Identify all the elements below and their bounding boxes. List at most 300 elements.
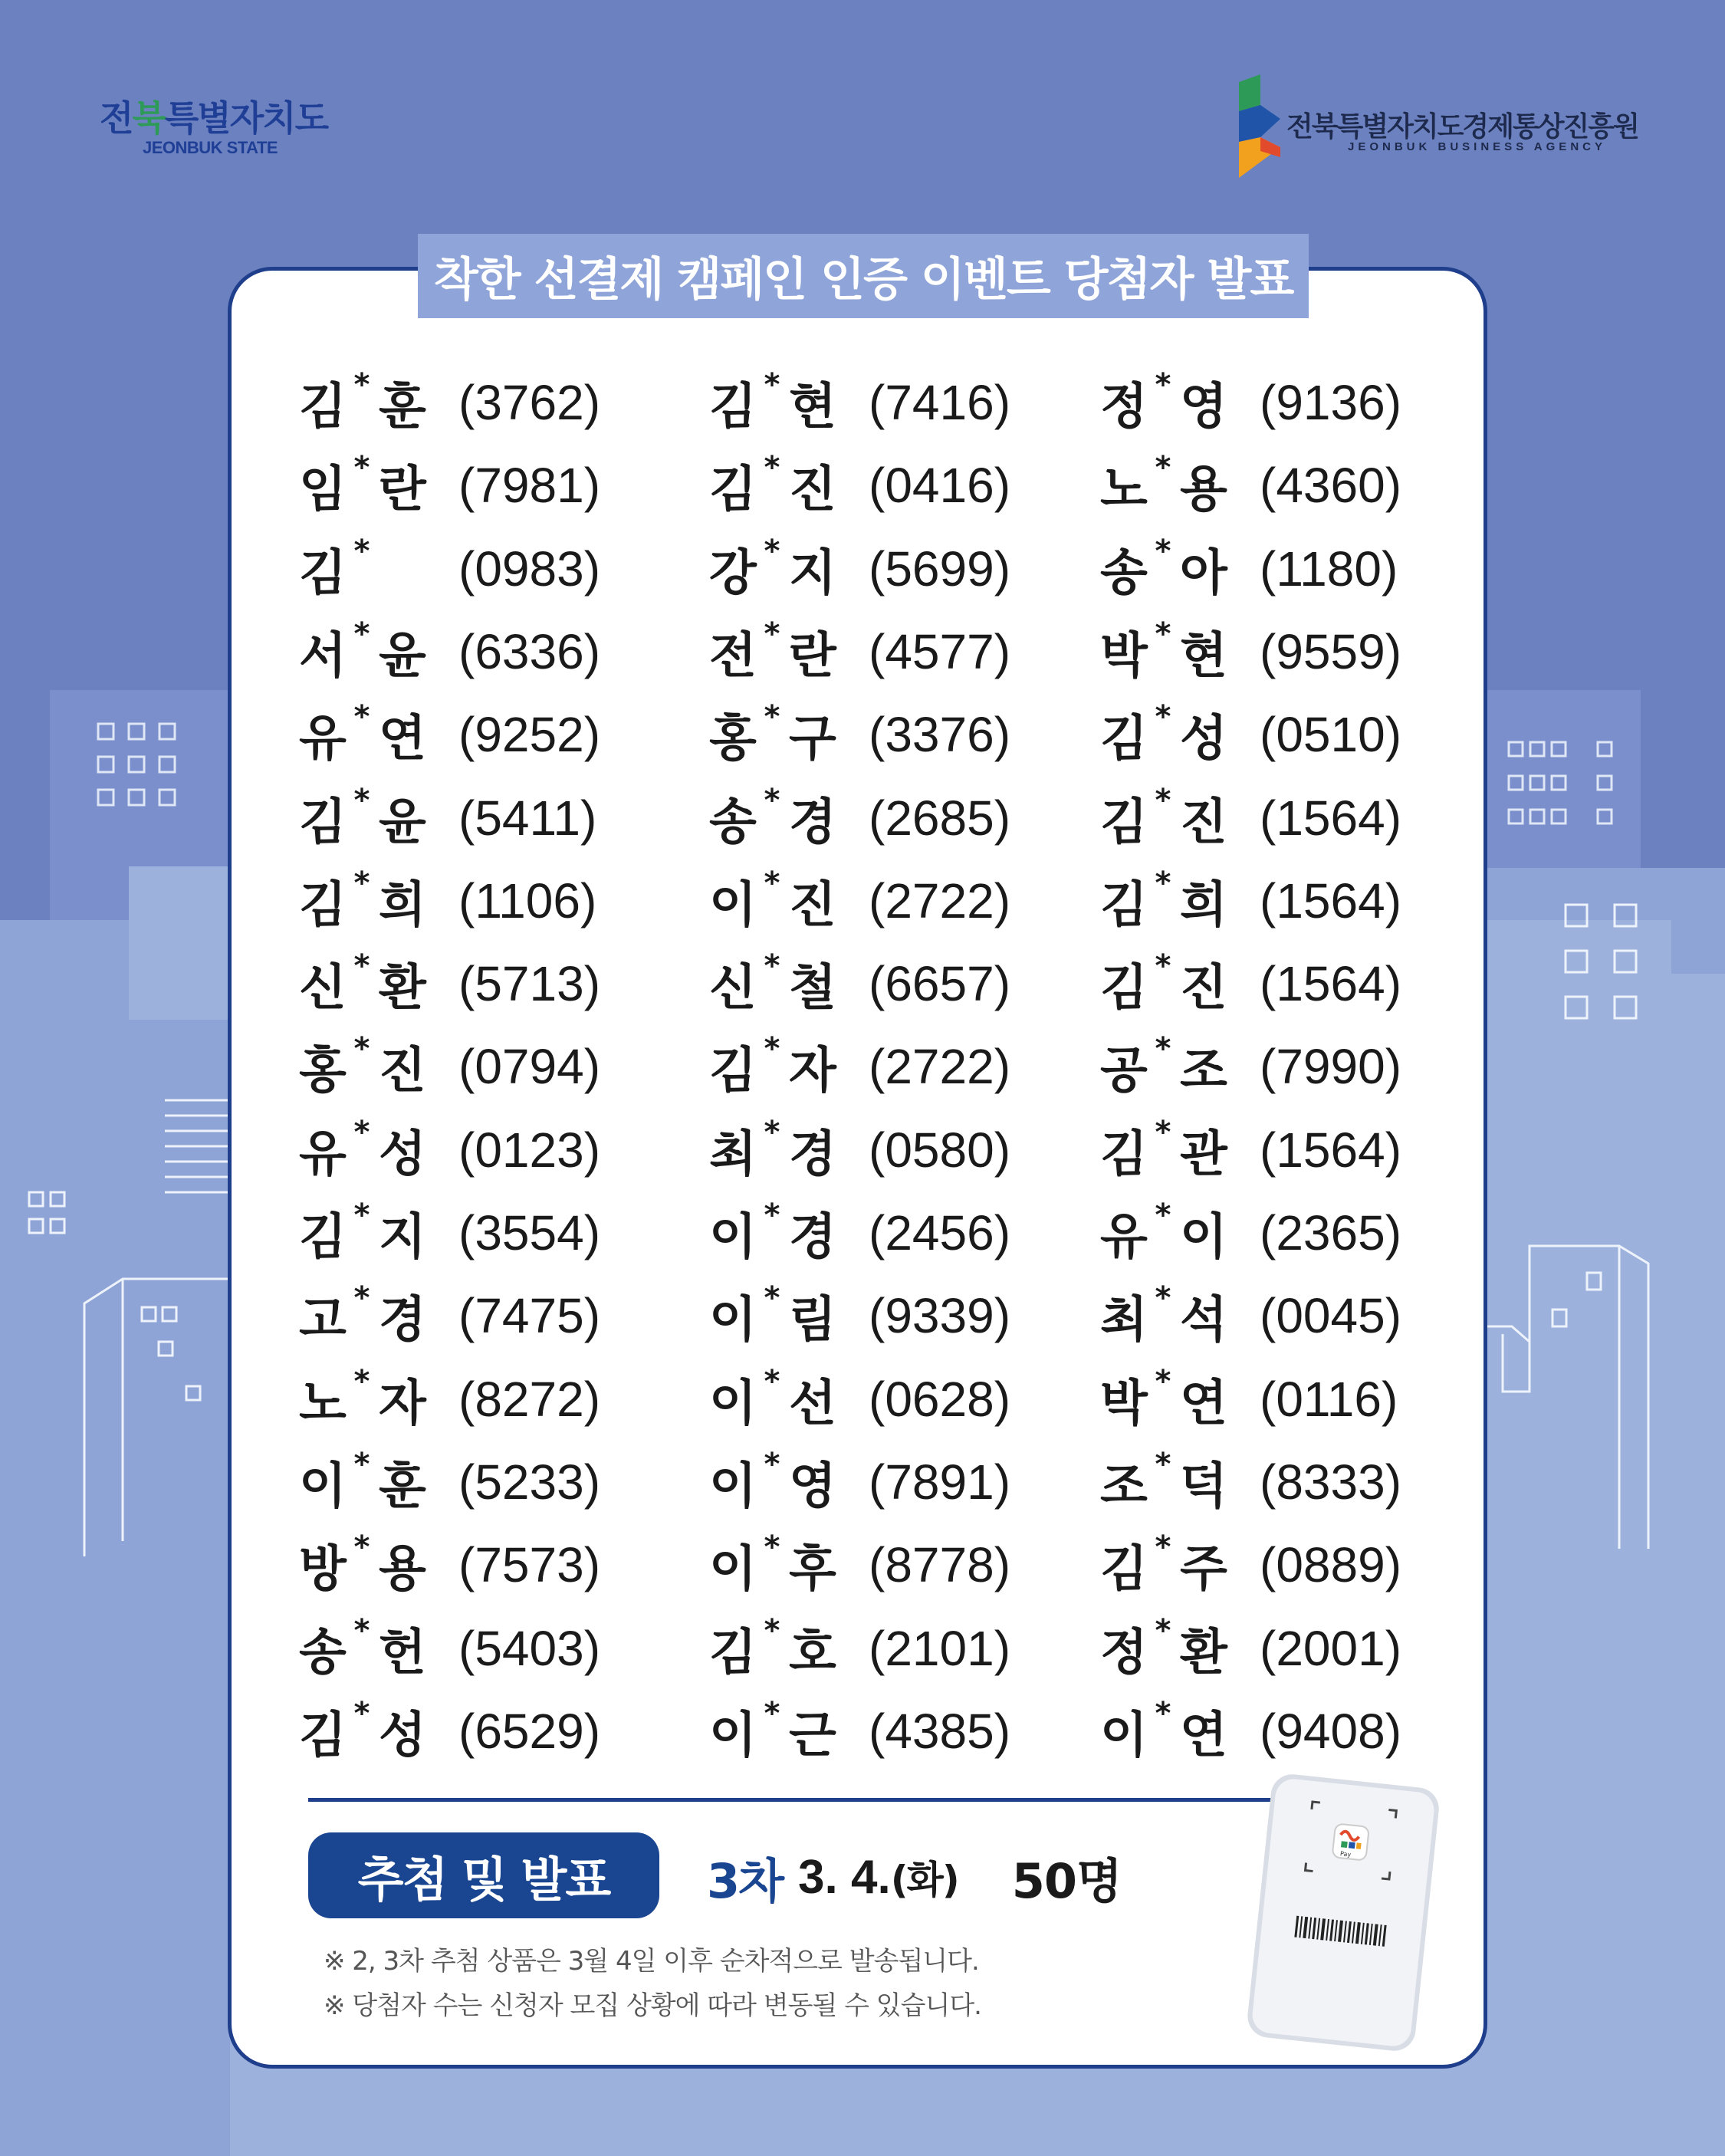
winner-name: [709, 1031, 869, 1102]
winner-phone-code: (0580): [869, 1122, 1010, 1178]
winner-name: [299, 866, 458, 936]
winner-entry: [1100, 1028, 1401, 1105]
mask-star: *: [353, 367, 370, 403]
winner-name: [299, 1198, 458, 1268]
winner-first-char: 김: [1100, 1126, 1148, 1183]
winner-phone-code: (0510): [1260, 707, 1401, 763]
mask-star: *: [1155, 1114, 1171, 1150]
winner-phone-code: (2456): [869, 1205, 1010, 1260]
winner-entry: [1100, 1444, 1401, 1520]
winner-first-char: 이: [709, 876, 757, 934]
mask-star: *: [353, 1031, 370, 1067]
note-winner-count: ※ 당첨자 수는 신청자 모집 상황에 따라 변동될 수 있습니다.: [324, 1990, 981, 2021]
winner-phone-code: (0983): [458, 541, 600, 597]
mask-star: *: [764, 616, 780, 652]
winner-last-char: 경: [789, 1126, 836, 1183]
winner-entry: [299, 1112, 600, 1188]
winner-name: [709, 1447, 869, 1517]
winner-first-char: 김: [1100, 876, 1148, 934]
winner-phone-code: (2722): [869, 1039, 1010, 1095]
winner-last-char: 희: [1180, 876, 1227, 934]
mask-star: *: [764, 1612, 780, 1648]
winner-entry: [709, 1527, 1010, 1603]
winner-entry: [299, 696, 600, 773]
mask-star: *: [764, 1031, 780, 1067]
mask-star: *: [764, 1530, 780, 1566]
winner-first-char: 김: [1100, 794, 1148, 851]
mask-star: *: [1155, 782, 1171, 818]
winner-last-char: 란: [379, 462, 426, 519]
mask-star: *: [353, 616, 370, 652]
winner-last-char: 용: [1180, 462, 1227, 519]
mask-star: *: [1155, 616, 1171, 652]
mask-star: *: [353, 1114, 370, 1150]
draw-announcement-button[interactable]: 추첨 및 발표: [308, 1832, 659, 1918]
winner-first-char: 홍: [299, 1043, 347, 1100]
winner-last-char: 아: [1180, 544, 1227, 602]
winner-entry: [709, 613, 1010, 690]
winner-entry: [709, 696, 1010, 773]
winner-first-char: 박: [1100, 1375, 1148, 1432]
winner-entry: [709, 945, 1010, 1022]
winner-first-char: 신: [299, 960, 347, 1017]
winner-phone-code: (4385): [869, 1703, 1010, 1759]
winner-entry: [709, 447, 1010, 524]
winner-entry: [1100, 1112, 1401, 1188]
winner-last-char: 지: [379, 1209, 426, 1266]
winner-entry: [299, 1444, 600, 1520]
winner-name: [299, 783, 458, 853]
winner-first-char: 김: [299, 379, 347, 435]
winner-phone-code: (4577): [869, 623, 1010, 679]
winner-name: [1100, 1613, 1260, 1684]
winner-entry: [299, 780, 596, 856]
winner-phone-code: (0794): [458, 1039, 600, 1095]
winner-phone-code: (5403): [458, 1620, 600, 1676]
winner-first-char: 김: [299, 794, 347, 851]
winner-phone-code: (0116): [1260, 1371, 1398, 1427]
winner-phone-code: (6529): [458, 1703, 600, 1759]
section-divider: [308, 1798, 1319, 1802]
winner-entry: [1100, 945, 1401, 1022]
winner-name: [1100, 1530, 1260, 1600]
mask-star: *: [353, 1695, 370, 1731]
winner-phone-code: (2722): [869, 873, 1010, 928]
winner-last-char: 훈: [379, 379, 426, 435]
winner-first-char: 이: [1100, 1707, 1148, 1764]
winner-phone-code: (1564): [1260, 956, 1401, 1012]
winner-first-char: 서: [299, 627, 347, 685]
winner-first-char: 최: [1100, 1292, 1148, 1349]
winner-phone-code: (0123): [458, 1122, 600, 1178]
winner-name: [1100, 1280, 1260, 1351]
mask-star: *: [764, 533, 780, 569]
mask-star: *: [1155, 699, 1171, 735]
mask-star: *: [764, 1446, 780, 1482]
winner-name: [1100, 367, 1260, 438]
agency-mark-icon: [1233, 74, 1286, 178]
mask-star: *: [1155, 1280, 1171, 1316]
mask-star: *: [353, 782, 370, 818]
winner-name: [1100, 450, 1260, 521]
winner-name: [709, 534, 869, 604]
winner-phone-code: (5411): [458, 790, 597, 846]
winner-entry: [1100, 696, 1401, 773]
winner-entry: [709, 780, 1010, 856]
winner-phone-code: (2365): [1260, 1205, 1401, 1260]
mask-star: *: [1155, 948, 1171, 984]
winner-first-char: 김: [1100, 960, 1148, 1017]
mask-star: *: [353, 1280, 370, 1316]
winner-name: [1100, 1447, 1260, 1517]
winner-last-char: 성: [379, 1707, 426, 1764]
mask-star: *: [764, 699, 780, 735]
mask-star: *: [353, 450, 370, 486]
winner-entry: [1100, 1693, 1401, 1770]
winner-name: [299, 1364, 458, 1435]
winner-first-char: 정: [1100, 1624, 1148, 1681]
winner-entry: [1100, 863, 1401, 939]
winner-first-char: 강: [709, 544, 757, 602]
winner-first-char: 임: [299, 462, 347, 519]
winner-entry: [709, 1028, 1010, 1105]
winner-first-char: 이: [709, 1707, 757, 1764]
winner-phone-code: (1564): [1260, 790, 1401, 846]
winner-last-char: 경: [789, 1209, 836, 1266]
winner-name: [299, 1447, 458, 1517]
winner-first-char: 이: [709, 1458, 757, 1515]
mask-star: *: [353, 1530, 370, 1566]
winner-name: [709, 1530, 869, 1600]
winner-last-char: 진: [379, 1043, 426, 1100]
winner-last-char: 자: [379, 1375, 426, 1432]
winner-first-char: 김: [709, 462, 757, 519]
winner-phone-code: (3554): [458, 1205, 600, 1260]
winner-entry: [709, 1361, 1010, 1438]
winner-first-char: 공: [1100, 1043, 1148, 1100]
winner-name: [709, 948, 869, 1019]
winner-last-char: 용: [379, 1541, 426, 1599]
winner-last-char: 구: [789, 711, 836, 768]
winner-name: [299, 450, 458, 521]
winner-entry: [1100, 1277, 1401, 1354]
winner-phone-code: (1564): [1260, 1122, 1401, 1178]
winner-last-char: 경: [789, 794, 836, 851]
winner-last-char: 철: [789, 960, 836, 1017]
winner-name: [709, 1364, 869, 1435]
winner-phone-code: (3376): [869, 707, 1010, 763]
winner-name: [299, 948, 458, 1019]
mask-star: *: [764, 865, 780, 901]
winner-last-char: 성: [379, 1126, 426, 1183]
winner-name: [709, 1613, 869, 1684]
winner-last-char: 성: [1180, 711, 1227, 768]
winner-last-char: 현: [789, 379, 836, 435]
winner-phone-code: (1180): [1260, 541, 1398, 597]
winner-entry: [709, 1112, 1010, 1188]
winner-phone-code: (6657): [869, 956, 1010, 1012]
mask-star: *: [764, 1280, 780, 1316]
winner-phone-code: (7475): [458, 1288, 600, 1344]
winner-name: [1100, 1198, 1260, 1268]
winner-name: [709, 450, 869, 521]
winner-name: [709, 1198, 869, 1268]
winner-first-char: 김: [709, 1043, 757, 1100]
winner-name: [299, 1696, 458, 1767]
winner-first-char: 이: [709, 1541, 757, 1599]
mask-star: *: [1155, 1695, 1171, 1731]
winner-entry: [299, 1195, 600, 1271]
winner-phone-code: (6336): [458, 623, 600, 679]
winner-first-char: 이: [709, 1209, 757, 1266]
winner-entry: [299, 1277, 600, 1354]
winner-entry: [299, 613, 600, 690]
winner-name: [1100, 1364, 1260, 1435]
winner-first-char: 송: [299, 1624, 347, 1681]
mask-star: *: [1155, 865, 1171, 901]
winner-first-char: 최: [709, 1126, 757, 1183]
winner-phone-code: (9136): [1260, 375, 1401, 430]
winner-first-char: 조: [1100, 1458, 1148, 1515]
winner-entry: [299, 1693, 600, 1770]
winner-last-char: 호: [789, 1624, 836, 1681]
winner-last-char: 관: [1180, 1126, 1227, 1183]
winner-name: [1100, 1031, 1260, 1102]
winner-first-char: 김: [709, 1624, 757, 1681]
winner-last-char: 현: [1180, 627, 1227, 685]
winner-name: [299, 699, 458, 770]
winner-entry: [299, 863, 596, 939]
winner-last-char: 윤: [379, 627, 426, 685]
winner-entry: [299, 1028, 600, 1105]
winner-name: [1100, 866, 1260, 936]
winner-last-char: 환: [379, 960, 426, 1017]
winner-first-char: 송: [709, 794, 757, 851]
winner-first-char: 고: [299, 1292, 347, 1349]
mask-star: *: [353, 865, 370, 901]
mask-star: *: [353, 1363, 370, 1399]
winner-entry: [1100, 613, 1401, 690]
winner-name: [1100, 534, 1260, 604]
winner-last-char: 이: [1180, 1209, 1227, 1266]
winner-phone-code: (8333): [1260, 1454, 1401, 1510]
winner-entry: [299, 531, 600, 607]
winner-last-char: 연: [379, 711, 426, 768]
draw-date: 3. 4.: [798, 1850, 891, 1904]
winner-entry: [1100, 780, 1401, 856]
winner-last-char: 훈: [379, 1458, 426, 1515]
winner-phone-code: (7891): [869, 1454, 1010, 1510]
winner-phone-code: (7573): [458, 1537, 600, 1593]
winner-last-char: 연: [1180, 1375, 1227, 1432]
winner-phone-code: (2685): [869, 790, 1010, 846]
winner-entry: [1100, 1527, 1401, 1603]
winner-last-char: 희: [379, 876, 426, 934]
winner-last-char: 근: [789, 1707, 836, 1764]
winner-phone-code: (9252): [458, 707, 600, 763]
winner-phone-code: (5699): [869, 541, 1010, 597]
winner-phone-code: (0628): [869, 1371, 1010, 1427]
winner-phone-code: (2001): [1260, 1620, 1401, 1676]
winner-last-char: 영: [1180, 379, 1227, 435]
mask-star: *: [353, 699, 370, 735]
winner-first-char: 박: [1100, 627, 1148, 685]
winner-phone-code: (7416): [869, 375, 1010, 430]
winner-name: [709, 1280, 869, 1351]
mask-star: *: [764, 1695, 780, 1731]
winner-entry: [299, 945, 600, 1022]
winner-name: [299, 616, 458, 687]
smartphone-pay-illustration: [1244, 1771, 1443, 2055]
mask-star: *: [764, 367, 780, 403]
winner-phone-code: (0045): [1260, 1288, 1401, 1344]
mask-star: *: [1155, 1446, 1171, 1482]
winners-list: [299, 364, 1495, 1775]
winner-last-char: 연: [1180, 1707, 1227, 1764]
winner-phone-code: (8778): [869, 1537, 1010, 1593]
logo-green-char: 북: [132, 97, 165, 139]
winner-first-char: 방: [299, 1541, 347, 1599]
winner-name: [1100, 699, 1260, 770]
mask-star: *: [1155, 533, 1171, 569]
page-title: 착한 선결제 캠페인 인증 이벤트 당첨자 발표: [433, 253, 1293, 307]
winner-last-char: 석: [1180, 1292, 1227, 1349]
winner-first-char: 유: [299, 711, 347, 768]
winner-last-char: [379, 534, 425, 604]
winner-entry: [299, 364, 600, 441]
winner-last-char: 윤: [379, 794, 426, 851]
winner-entry: [299, 447, 600, 524]
winner-phone-code: (0416): [869, 458, 1010, 514]
winner-first-char: 김: [299, 544, 347, 602]
winner-entry: [1100, 1361, 1398, 1438]
winner-first-char: 김: [1100, 1541, 1148, 1599]
jeonbuk-state-logo-korean: 전북특별자치도: [100, 97, 328, 139]
winner-name: [1100, 1696, 1260, 1767]
winner-phone-code: (7981): [458, 458, 600, 514]
winner-name: [1100, 1115, 1260, 1185]
winner-first-char: 홍: [709, 711, 757, 768]
winner-name: [1100, 948, 1260, 1019]
winner-last-char: 진: [789, 462, 836, 519]
winner-name: [299, 534, 458, 604]
winner-phone-code: (5713): [458, 956, 600, 1012]
winner-first-char: 정: [1100, 379, 1148, 435]
winner-phone-code: (5233): [458, 1454, 600, 1510]
winner-phone-code: (9339): [869, 1288, 1010, 1344]
note-shipping: ※ 2, 3차 추첨 상품은 3월 4일 이후 순차적으로 발송됩니다.: [324, 1946, 979, 1977]
mask-star: *: [764, 782, 780, 818]
winner-phone-code: (4360): [1260, 458, 1401, 514]
winner-entry: [709, 863, 1010, 939]
draw-schedule: [707, 1839, 1122, 1915]
winner-name: [709, 866, 869, 936]
mask-star: *: [764, 450, 780, 486]
title-banner: [418, 234, 1309, 318]
winner-first-char: 김: [1100, 711, 1148, 768]
winner-phone-code: (1564): [1260, 873, 1401, 928]
winner-entry: [1100, 447, 1401, 524]
winner-first-char: 김: [299, 1707, 347, 1764]
winner-first-char: 송: [1100, 544, 1148, 602]
winner-last-char: 헌: [379, 1624, 426, 1681]
mask-star: *: [353, 948, 370, 984]
winner-first-char: 전: [709, 627, 757, 685]
winner-entry: [709, 1195, 1010, 1271]
winner-last-char: 진: [1180, 794, 1227, 851]
mask-star: *: [1155, 1031, 1171, 1067]
winner-last-char: 진: [789, 876, 836, 934]
winner-count: 50명: [1011, 1852, 1122, 1909]
winner-first-char: 이: [299, 1458, 347, 1515]
agency-name-english: JEONBUK BUSINESS AGENCY: [1348, 140, 1606, 153]
winner-entry: [709, 1277, 1010, 1354]
winner-name: [709, 783, 869, 853]
winner-first-char: 김: [299, 876, 347, 934]
mask-star: *: [1155, 1363, 1171, 1399]
winner-last-char: 영: [789, 1458, 836, 1515]
mask-star: *: [353, 1446, 370, 1482]
winner-last-char: 덕: [1180, 1458, 1227, 1515]
winner-phone-code: (9408): [1260, 1703, 1401, 1759]
winner-name: [1100, 616, 1260, 687]
mask-star: *: [353, 1198, 370, 1233]
winner-entry: [709, 1693, 1010, 1770]
winner-entry: [1100, 531, 1398, 607]
draw-round: 3차: [707, 1852, 784, 1909]
winner-first-char: 김: [299, 1209, 347, 1266]
winner-name: [299, 1613, 458, 1684]
winner-entry: [299, 1610, 600, 1687]
winner-name: [299, 367, 458, 438]
winner-entry: [299, 1527, 600, 1603]
winner-phone-code: (8272): [458, 1371, 600, 1427]
winner-phone-code: (0889): [1260, 1537, 1401, 1593]
winner-last-char: 후: [789, 1541, 836, 1599]
mask-star: *: [1155, 1530, 1171, 1566]
winner-last-char: 주: [1180, 1541, 1227, 1599]
agency-name-korean: 전북특별자치도경제통상진흥원: [1286, 111, 1638, 143]
winner-entry: [709, 1610, 1010, 1687]
winner-last-char: 조: [1180, 1043, 1227, 1100]
winner-entry: [709, 531, 1010, 607]
jeonbuk-business-agency-logo: [1233, 74, 1638, 178]
winner-name: [299, 1115, 458, 1185]
mask-star: *: [1155, 367, 1171, 403]
winner-entry: [709, 1444, 1010, 1520]
winner-name: [299, 1530, 458, 1600]
winner-entry: [1100, 1195, 1401, 1271]
winner-name: [299, 1031, 458, 1102]
mask-star: *: [1155, 450, 1171, 486]
winner-last-char: 자: [789, 1043, 836, 1100]
winner-entry: [1100, 1610, 1401, 1687]
winner-first-char: 유: [1100, 1209, 1148, 1266]
winner-last-char: 림: [789, 1292, 836, 1349]
winner-phone-code: (1106): [458, 873, 597, 928]
jeonbuk-state-logo: [100, 90, 337, 158]
mask-star: *: [1155, 1198, 1171, 1233]
winner-entry: [709, 364, 1010, 441]
winner-first-char: 노: [299, 1375, 347, 1432]
phone-app-label: Pay: [1339, 1850, 1352, 1859]
winner-phone-code: (2101): [869, 1620, 1010, 1676]
winner-phone-code: (7990): [1260, 1039, 1401, 1095]
jeonbuk-state-logo-english: JEONBUK STATE: [143, 138, 278, 157]
winner-last-char: 란: [789, 627, 836, 685]
mask-star: *: [353, 1612, 370, 1648]
mask-star: *: [764, 948, 780, 984]
